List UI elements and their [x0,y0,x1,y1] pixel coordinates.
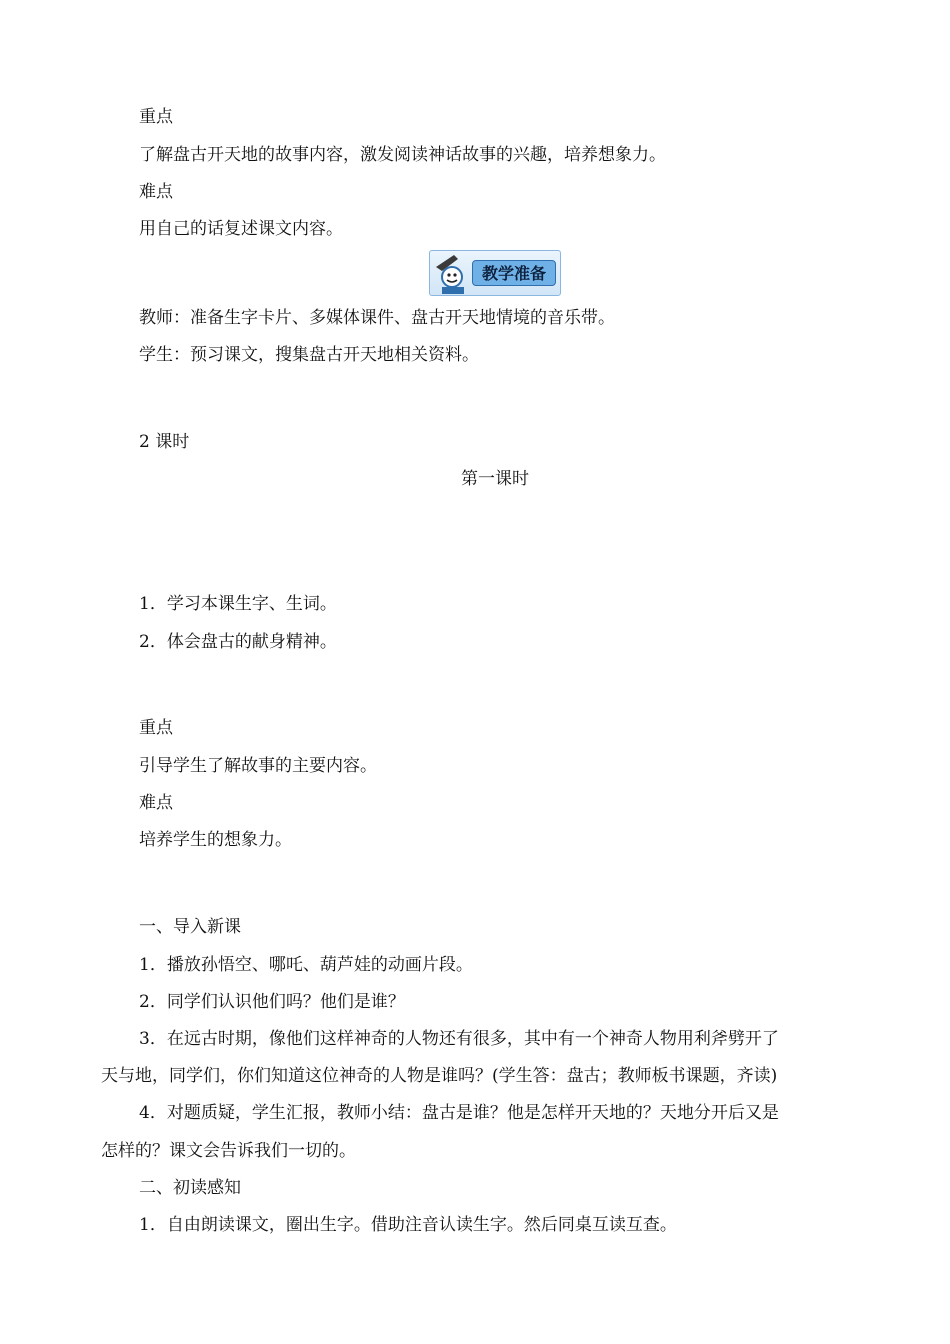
step-1-title: 一、导入新课 [139,917,241,937]
step-2-title: 二、初读感知 [139,1178,241,1198]
key-point-heading-2: 重点 [139,718,173,738]
teacher-prep-text: 教师：准备生字卡片、多媒体课件、盘古开天地情境的音乐带。 [139,308,615,328]
key-point-heading: 重点 [139,107,173,127]
lesson-title: 第一课时 [461,469,529,489]
step-1-item-3-line-1: 3．在远古时期，像他们这样神奇的人物还有很多，其中有一个神奇人物用利斧劈开了 [139,1029,779,1049]
lesson-hours: 2 课时 [139,432,190,452]
key-point-text: 了解盘古开天地的故事内容，激发阅读神话故事的兴趣，培养想象力。 [139,145,666,165]
student-prep-text: 学生：预习课文，搜集盘古开天地相关资料。 [139,345,479,365]
key-point-text-2: 引导学生了解故事的主要内容。 [139,756,377,776]
step-1-item-4-line-2: 怎样的？课文会告诉我们一切的。 [101,1141,356,1161]
step-1-item-4-line-1: 4．对题质疑，学生汇报，教师小结：盘古是谁？他是怎样开天地的？天地分开后又是 [139,1103,779,1123]
difficulty-heading: 难点 [139,182,173,202]
teaching-prep-badge [429,250,561,296]
teacher-cartoon-icon [432,253,476,295]
step-1-item-1: 1．播放孙悟空、哪吒、葫芦娃的动画片段。 [139,955,473,975]
step-2-item-1: 1．自由朗读课文，圈出生字。借助注音认读生字。然后同桌互读互查。 [139,1215,677,1235]
goal-item-1: 1．学习本课生字、生词。 [139,594,337,614]
step-1-item-3-line-2: 天与地，同学们，你们知道这位神奇的人物是谁吗？(学生答：盘古；教师板书课题，齐读) [101,1066,778,1086]
goal-item-2: 2．体会盘古的献身精神。 [139,632,337,652]
difficulty-heading-2: 难点 [139,793,173,813]
difficulty-text-2: 培养学生的想象力。 [139,830,292,850]
difficulty-text: 用自己的话复述课文内容。 [139,219,343,239]
step-1-item-2: 2．同学们认识他们吗？他们是谁？ [139,992,405,1012]
teaching-prep-label: 教学准备 [472,260,556,286]
